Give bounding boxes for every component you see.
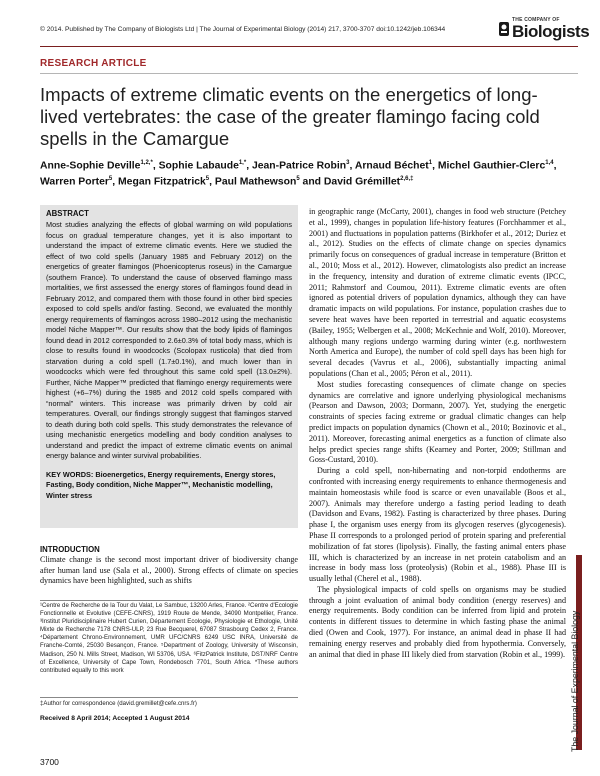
keywords-label: KEY WORDS: [46,469,94,479]
received-dates: Received 8 April 2014; Accepted 1 August 2014 [40,715,190,722]
author-affiliation-marker: 1,* [238,160,247,166]
article-title: Impacts of extreme climatic events on the energetics of long-lived vertebrates: the case of the greater flamingo facing cold spells in the Camargue [40,84,540,149]
author-affiliation-marker: 1,2,* [140,160,153,166]
paragraph: Most studies forecasting consequences of climate change on species dynamics are correlative and ignore underlying physiological mechanisms (Pearson and Dawson, 2003; Dormann, 2007). Yet, studying the energetic constraints of species facing extreme or gradual climatic changes can help predict impacts on population dynamics (Chown et al., 2010; Bozinovic et al., 2011). Moreover, forecasting animal energetics as a function of climate also helps predict species range shifts (Kearney and Porter, 2009; Stillman and Goss-Custard, 2010). [309,379,566,465]
article-category: RESEARCH ARTICLE [40,58,147,69]
page-number: 3700 [40,757,59,767]
author-affiliation-marker: 1,4 [545,160,554,166]
author-affiliation-marker: 5 [296,175,300,182]
journal-side-title: The Journal of Experimental Biology [570,610,580,752]
company-of-biologists-logo[interactable] [498,17,590,43]
abstract-heading: ABSTRACT [46,209,89,218]
paragraph: The physiological impacts of cold spells on organisms may be studied through a joint evaluation of animal body condition (energy reserves) and energy requirements. Body condition can be inferred from lipid and protein contents in different tissues to determine in which fasting phase the animal died (Owen and Cook, 1977). For instance, an animal dead in phase II had remaining energy reserves and probably died from hypothermia. Conversely, an animal that died in phase III likely died from starvation (Robin et al., 1999). [309,584,566,659]
author-name: Michel Gauthier-Clerc [437,160,546,172]
author-name: Sophie Labaude [158,160,239,172]
author-name: Paul Mathewson [214,176,297,188]
author-affiliation-marker: 2,6,‡ [400,175,414,182]
author-affiliation-marker: 5 [108,175,113,182]
author-name: David Grémillet [323,176,401,188]
logo-small-text: THE COMPANY OF [512,17,560,23]
category-rule [40,73,578,74]
introduction-text: Climate change is the second most important driver of biodiversity change after human land use (Sala et al., 2000). Strong effects of climate on species dynamics have been highlighted, such as shifts [40,555,298,586]
paragraph: in geographic range (McCarty, 2001), changes in food web structure (Petchey et al., 1999), changes in population life-history features (Forchhammer et al., 2001) and fluctuations in population patterns (Birkhofer et al., 2012; Duriez et al., 2012). Studies on the effects of climate change on species dynamics primarily focus on consequences of gradual increase in temperature (Britton et al., 2010; Moss et al., 2012). However, climatologists also predict an increase in the frequency, intensity and duration of extreme climatic events (IPCC, 2011; Rahmstorf and Coumou, 2011). Extreme climatic events are often ignored as potential drivers of population dynamics, although they can have dramatic impacts on wild populations. For instance, population crashes due to severe heat waves have been reported in terrestrial and aquatic ecosystems (Bailey, 1955; Welbergen et al., 2008; McKechnie and Wolf, 2010). Moreover, although many regions undergo warming during winter (e.g. northwestern North America and Europe), the number of cold spell days has been high for several decades (Vavrus et al., 2006), substantially impacting animal populations (Chan et al., 2005; Péron et al., 2011). [309,207,566,378]
affiliations: ¹Centre de Recherche de la Tour du Valat, Le Sambuc, 13200 Arles, France. ²Centre d'Ecologie Fonctionnelle et Evolutive (CEFE-CNRS), 1919 Route de Mende, 34090 Montpellier, France. ³Institut Pluridisciplinaire Hubert Curien, Département Ecologie, Physiologie et Ethologie, Unité Mixte de Recherche 7178 CNRS-ULP, 23 Rue Becquerel, 67087 Strasbourg Cedex 2, France. ⁴Département Chrono-Environnement, UMR UFC/CNRS 6249 USC INRA, Université de Franche-Comté, 25030 Besançon, France. ⁵Department of Zoology, University of Wisconsin, Madison, 250 N. Mills Street, Madison, WI 53706, USA. ⁶FitzPatrick Institute, DST/NRF Centre of Excellence, University of Cape Town, Rondebosch 7701, South Africa. *These authors contributed equally to this work [40,602,298,674]
author-affiliation-marker: 1 [428,160,433,166]
header-rule [40,46,578,47]
logo-wordmark: Biologists [512,22,590,41]
author-name: Warren Porter [40,176,109,188]
correspondence-note: ‡Author for correspondence (david.gremillet@cefe.cnrs.fr) [40,700,197,707]
author-name: Megan Fitzpatrick [118,176,206,188]
author-name: Jean-Patrice Robin [251,160,347,172]
correspondence-rule [40,697,298,698]
journal-header-line: © 2014. Published by The Company of Biologists Ltd | The Journal of Experimental Biology (2014) 217, 3700-3707 doi:10.1242/jeb.106344 [40,26,446,33]
abstract-text: Most studies analyzing the effects of global warming on wild populations focus on gradual temperature changes, yet it is also important to understand the impact of extreme climatic events. Here we studied the effect of two cold spells (January 1985 and February 2012) on the energetics of greater flamingos (Phoenicopterus roseus) in the Camargue (southern France). To understand the cause of observed flamingo mass mortalities, we first assessed the energy stores of flamingos found dead in February 2012, and compared them with those found in other bird species exposed to cold spells and/or fasting. Second, we evaluated the monthly energy requirements of flamingos across 1980–2012 using the mechanistic model Niche Mapper™. Our results show that the body lipids of flamingos found dead in 2012 corresponded to 2.6±0.3% of total body mass, which is close to results found in woodcocks (Scolopax rusticola) that died from starvation during a cold spell (1.7±0.1%), and much lower than in woodcocks which were fed throughout this same cold spell (13.0±2%). Further, Niche Mapper™ predicted that flamingo energy requirements were highest (+6–7%) during the 1985 and 2012 cold spells compared with “normal” winters. This increase was primarily driven by cold air temperatures. Overall, our findings strongly suggest that flamingos starved to death during both cold spells. This study demonstrates the relevance of using mechanistic energetics modelling and body condition analyses to understand and predict the impact of extreme climatic events on animal energy balance and winter survival probabilities. [46,220,292,460]
author-affiliation-marker: 5 [205,175,210,182]
keywords [46,470,292,502]
author-affiliation-marker: 3 [346,160,350,166]
keywords-list: Bioenergetics, Energy requirements, Energy stores, Fasting, Body condition, Niche Mapper™, Mechanistic modelling, Winter stress [46,469,276,500]
author-name: Arnaud Béchet [354,160,429,172]
logo-emblem-icon [498,21,510,37]
abstract-box [40,205,298,528]
introduction-heading: INTRODUCTION [40,545,100,554]
affiliation-rule [40,600,298,601]
author-name: Anne-Sophie Deville [40,160,141,172]
paragraph: During a cold spell, non-hibernating and non-torpid endotherms are confronted with increasing energy requirements to enhance thermogenesis and maintain homeostasis while food is scarce or even unavailable (Boos et al., 2007). Animals may therefore undergo a fasting period leading to death (Davidson and Evans, 1982). Fasting is characterized by three phases. During phase I, the organism uses energy from its glycogen reserves (glycogenesis). Phase II corresponds to a prolonged period of protein sparing and preferential mobilization of fat stores (lipolysis). Finally, the fasting animal enters phase III, which is characterized by an increase in net protein catabolism and an increase in body mass loss (proteolysis) (Robin et al., 1988). Phase III is usually lethal (Cherel et al., 1988). [309,466,566,584]
right-column-text [309,207,566,660]
author-list: Anne-Sophie Deville$^{1,2,*}$, Sophie Labaude$^{1,*}$, Jean-Patrice Robin$^3$, Arnaud Béchet$^1$, Michel Gauthier-Clerc$^{1,4}$, Warren Porter$^5$, Megan Fitzpatrick$^5$, Paul Mathewson$^5$ and David Grémillet$^{2,6,\ddagger}$ [40,160,557,188]
